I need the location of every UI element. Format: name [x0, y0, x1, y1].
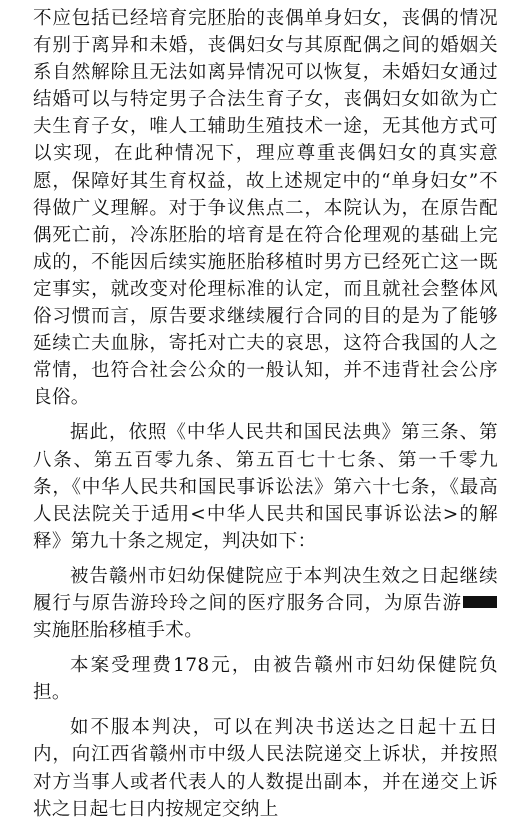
- paragraph-judgment: [33, 563, 498, 644]
- document-body: [33, 5, 498, 823]
- paragraph-court-fee: 本案受理费178元，由被告赣州市妇幼保健院负担。: [33, 655, 498, 704]
- paragraph-appeal: 如不服本判决，可以在判决书送达之日起十五日内，向江西省赣州市中级人民法院递交上诉状，并按照对方当事人或者代表人的人数提出副本，并在递交上诉状之日起七日内按规定交纳上: [33, 717, 498, 820]
- redaction-bar: [463, 596, 497, 608]
- judgment-text-after: 实施胚胎移植手术。: [33, 620, 204, 642]
- judgment-text-before: 被告赣州市妇幼保健院应于本判决生效之日起继续履行与原告游玲玲之间的医疗服务合同，为原告游: [33, 565, 498, 614]
- paragraph-reasoning: 不应包括已经培育完胚胎的丧偶单身妇女，丧偶的情况有别于离异和未婚，丧偶妇女与其原配偶之间的婚姻关系自然解除且无法如离异情况可以恢复，未婚妇女通过结婚可以与特定男子合法生育子女，丧偶妇女如欲为亡夫生育子女，唯人工辅助生殖技术一途，无其他方式可以实现，在此种情况下，理应尊重丧偶妇女的真实意愿，保障好其生育权益，故上述规定中的“单身妇女”不得做广义理解。对于争议焦点二，本院认为，在原告配偶死亡前，冷冻胚胎的培育是在符合伦理观的基础上完成的，不能因后续实施胚胎移植时男方已经死亡这一既定事实，就改变对伦理标准的认定，而且就社会整体风俗习惯而言，原告要求继续履行合同的目的是为了能够延续亡夫血脉，寄托对亡夫的哀思，这符合我国的人之常情，也符合社会公众的一般认知，并不违背社会公序良俗。: [33, 8, 498, 409]
- paragraph-legal-basis: 据此，依照《中华人民共和国民法典》第三条、第八条、第五百零九条、第五百七十七条、第一千零九条，《中华人民共和国民事诉讼法》第六十七条，《最高人民法院关于适用<中华人民共和国民事诉讼法>的解释》第九十条之规定，判决如下：: [33, 422, 498, 552]
